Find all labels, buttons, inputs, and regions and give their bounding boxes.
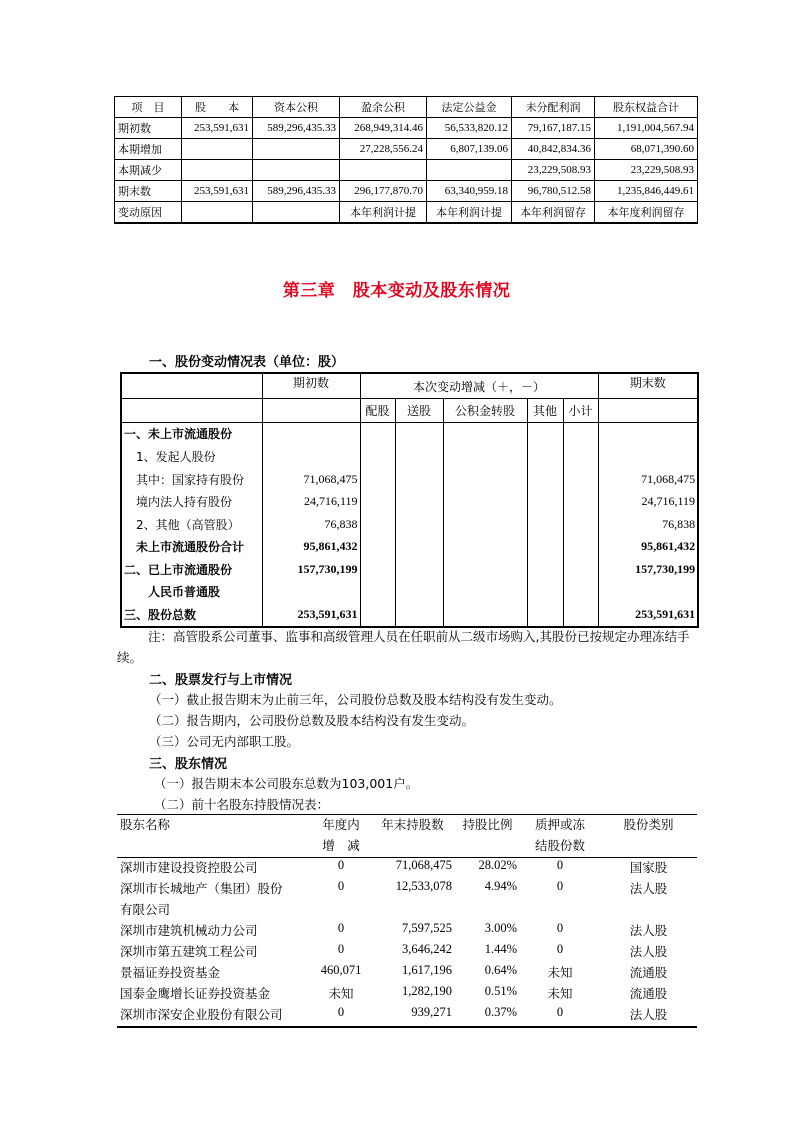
- share-note: 注：高管股系公司董事、监事和高级管理人员在任职前从二级市场购入,其股份已按规定办理冻结手续。: [117, 629, 690, 665]
- share-row-begin: [262, 581, 360, 604]
- share-row-change-cell: [563, 513, 598, 536]
- share-row-change-cell: [563, 422, 598, 445]
- section2-title: 二、股票发行与上市情况: [149, 673, 293, 688]
- shareholder-change: 0: [337, 942, 345, 956]
- shareholder-name: 国泰金鹰增长证券投资基金: [120, 986, 271, 1001]
- share-row-change-cell: [527, 603, 563, 627]
- equity-cell: [427, 160, 512, 181]
- equity-cell: 68,071,390.60: [595, 139, 698, 160]
- share-row-change-cell: [443, 445, 527, 468]
- shareholder-type: 法人股: [600, 1005, 697, 1027]
- equity-cell: [253, 160, 340, 181]
- subheader-rights-issue: 配股: [360, 399, 395, 422]
- share-row-change-cell: [563, 468, 598, 491]
- subheader-reserve-conversion: 公积金转股: [443, 399, 527, 422]
- share-row-change-cell: [395, 468, 443, 491]
- equity-cell: 1,235,846,449.61: [595, 181, 698, 202]
- shareholder-empty: [370, 900, 455, 921]
- equity-cell: 本年利润留存: [512, 202, 595, 224]
- shareholder-holding: 71,068,475: [395, 858, 452, 872]
- share-row-end: 71,068,475: [598, 468, 698, 491]
- shareholder-row: [117, 942, 697, 963]
- shareholder-row: [117, 1005, 697, 1027]
- header-blank-2: [121, 399, 262, 422]
- section3-title: 三、股东情况: [149, 757, 228, 772]
- share-row-change-cell: [527, 422, 563, 445]
- share-row-begin: 253,591,631: [262, 603, 360, 627]
- equity-cell: 6,807,139.06: [427, 139, 512, 160]
- shareholder-ratio: 0.51%: [484, 984, 517, 998]
- share-row-change-cell: [563, 581, 598, 604]
- shareholder-ratio: 3.00%: [484, 921, 517, 935]
- col-change-line2: 增 减: [312, 836, 370, 858]
- shareholder-row-cont: [117, 900, 697, 921]
- share-row-change-cell: [527, 558, 563, 581]
- header-blank: [121, 373, 262, 399]
- col-name: 股东名称: [117, 815, 312, 837]
- chapter-title: 第三章 股本变动及股东情况: [282, 281, 511, 301]
- share-row-change-cell: [527, 490, 563, 513]
- section3-item-1: （一）报告期末本公司股东总数为103,001户。: [154, 776, 419, 791]
- share-row-end: [598, 445, 698, 468]
- shareholder-pledge: 0: [520, 1005, 600, 1027]
- share-row-change-cell: [360, 558, 395, 581]
- share-row-begin: [262, 422, 360, 445]
- share-row-change-cell: [360, 513, 395, 536]
- equity-cell: 63,340,959.18: [427, 181, 512, 202]
- equity-cell: 本年利润计提: [427, 202, 512, 224]
- equity-cell: [182, 139, 253, 160]
- share-row: [121, 513, 698, 536]
- shareholder-change: 460,071: [320, 963, 362, 977]
- share-row-change-cell: [527, 513, 563, 536]
- share-row: [121, 558, 698, 581]
- share-row: [121, 490, 698, 513]
- col-change: 年度内: [312, 815, 370, 837]
- shareholder-change: 0: [337, 858, 345, 872]
- shareholder-empty: [600, 900, 697, 921]
- shareholder-type: 流通股: [629, 965, 668, 980]
- equity-cell: [182, 202, 253, 224]
- equity-cell: 期初数: [115, 118, 182, 139]
- equity-cell: 变动原因: [115, 202, 182, 224]
- share-row-change-cell: [563, 603, 598, 627]
- section2-item-1: （一）截止报告期末为止前三年，公司股份总数及股本结构没有发生变动。: [149, 692, 562, 707]
- equity-cell: 40,842,834.36: [512, 139, 595, 160]
- share-row-label: 境内法人持有股份: [121, 490, 262, 513]
- share-change-table: [120, 372, 699, 628]
- share-row-begin: 24,716,119: [262, 490, 360, 513]
- share-row-change-cell: [395, 422, 443, 445]
- section2-item-3: （三）公司无内部职工股。: [149, 734, 300, 749]
- header-begin: 期初数: [262, 373, 360, 399]
- shareholder-pledge: 0: [556, 942, 564, 956]
- share-row: [121, 603, 698, 627]
- shareholder-name: 深圳市深安企业股份有限公司: [117, 1005, 312, 1027]
- equity-header-cell: 股东权益合计: [595, 97, 698, 118]
- shareholder-empty: [455, 900, 520, 921]
- share-row-change-cell: [443, 535, 527, 558]
- share-row-label: 二、已上市流通股份: [121, 558, 262, 581]
- shareholder-change: 0: [337, 921, 345, 935]
- share-row-begin: 95,861,432: [262, 535, 360, 558]
- share-row-change-cell: [443, 468, 527, 491]
- share-row-change-cell: [360, 468, 395, 491]
- share-row-change-cell: [443, 513, 527, 536]
- shareholder-holding: 12,533,078: [395, 879, 452, 893]
- share-row-end: 95,861,432: [598, 535, 698, 558]
- equity-cell: 本期增加: [115, 139, 182, 160]
- shareholder-ratio: 0.37%: [455, 1005, 520, 1027]
- share-row-end: 76,838: [598, 513, 698, 536]
- equity-cell: [182, 160, 253, 181]
- share-row-end: [598, 581, 698, 604]
- share-row-change-cell: [443, 490, 527, 513]
- share-row-change-cell: [563, 490, 598, 513]
- shareholder-type: 法人股: [629, 944, 668, 959]
- col-pledge-line2: 结股份数: [520, 836, 600, 858]
- share-row-change-cell: [443, 581, 527, 604]
- shareholder-name: 深圳市第五建筑工程公司: [120, 944, 258, 959]
- equity-cell: 27,228,556.24: [340, 139, 427, 160]
- equity-header-cell: 法定公益金: [427, 97, 512, 118]
- col-pledge: 质押或冻: [520, 815, 600, 837]
- share-row-change-cell: [563, 445, 598, 468]
- shareholder-holding: 7,597,525: [402, 921, 452, 935]
- share-row-change-cell: [563, 535, 598, 558]
- equity-header-cell: 项 目: [115, 97, 182, 118]
- shareholder-ratio: 1.44%: [484, 942, 517, 956]
- share-row-end: 157,730,199: [598, 558, 698, 581]
- equity-cell: 本年度利润留存: [595, 202, 698, 224]
- share-row-label: 其中：国家持有股份: [121, 468, 262, 491]
- header-end: 期末数: [598, 373, 698, 399]
- share-row: [121, 581, 698, 604]
- equity-header-row: [115, 97, 698, 118]
- shareholder-ratio: 28.02%: [478, 858, 517, 872]
- shareholder-row: [117, 921, 697, 942]
- share-row-change-cell: [395, 558, 443, 581]
- share-row-change-cell: [527, 445, 563, 468]
- equity-row: [115, 118, 698, 139]
- equity-header-cell: 未分配利润: [512, 97, 595, 118]
- section2-item-2: （二）报告期内，公司股份总数及股本结构没有发生变动。: [149, 713, 475, 728]
- shareholder-ratio: 4.94%: [484, 879, 517, 893]
- share-row-change-cell: [360, 535, 395, 558]
- col-holding: 年末持股数: [370, 815, 455, 837]
- col-type: 股份类别: [600, 815, 697, 837]
- equity-cell: 296,177,870.70: [340, 181, 427, 202]
- shareholder-row: [117, 858, 697, 880]
- equity-cell: 23,229,508.93: [595, 160, 698, 181]
- shareholder-holding: 1,282,190: [402, 984, 452, 998]
- header-change: 本次变动增减（＋，－）: [360, 373, 598, 399]
- equity-cell: 589,296,435.33: [253, 181, 340, 202]
- equity-cell: 79,167,187.15: [512, 118, 595, 139]
- equity-cell: 589,296,435.33: [253, 118, 340, 139]
- equity-cell: 268,949,314.46: [340, 118, 427, 139]
- shareholder-change: 0: [312, 1005, 370, 1027]
- equity-cell: 253,591,631: [182, 181, 253, 202]
- shareholder-pledge: 0: [556, 858, 564, 872]
- equity-cell: [253, 139, 340, 160]
- section1-title: 一、股份变动情况表（单位：股）: [149, 355, 345, 370]
- equity-header-cell: 盈余公积: [340, 97, 427, 118]
- shareholder-row: [117, 963, 697, 984]
- equity-cell: 1,191,004,567.94: [595, 118, 698, 139]
- share-row-change-cell: [395, 490, 443, 513]
- equity-cell: [340, 160, 427, 181]
- equity-cell: [253, 202, 340, 224]
- equity-change-table: [114, 96, 698, 224]
- share-row-change-cell: [395, 535, 443, 558]
- share-row-label: 三、股份总数: [121, 603, 262, 627]
- share-row-change-cell: [395, 603, 443, 627]
- shareholder-name-cont: 有限公司: [120, 902, 171, 917]
- share-row-label: 1、发起人股份: [121, 445, 262, 468]
- share-row-begin: [262, 445, 360, 468]
- shareholder-holding: 1,617,196: [402, 963, 452, 977]
- shareholder-type: 法人股: [629, 881, 668, 896]
- equity-cell: 本年利润计提: [340, 202, 427, 224]
- share-row-label: 未上市流通股份合计: [121, 535, 262, 558]
- equity-cell: 96,780,512.58: [512, 181, 595, 202]
- subheader-bonus-shares: 送股: [395, 399, 443, 422]
- share-row-change-cell: [443, 603, 527, 627]
- shareholder-ratio: 0.64%: [484, 963, 517, 977]
- shareholder-empty: [312, 900, 370, 921]
- share-row: [121, 422, 698, 445]
- equity-row: [115, 139, 698, 160]
- shareholder-holding: 3,646,242: [402, 942, 452, 956]
- header-blank-4: [598, 399, 698, 422]
- shareholder-name: 深圳市长城地产（集团）股份: [120, 881, 283, 896]
- subheader-subtotal: 小计: [563, 399, 598, 422]
- share-row-change-cell: [360, 490, 395, 513]
- share-row-change-cell: [395, 581, 443, 604]
- shareholder-pledge: 0: [556, 879, 564, 893]
- shareholder-pledge: 未知: [547, 966, 573, 980]
- shareholder-pledge: 0: [556, 921, 564, 935]
- equity-cell: 23,229,508.93: [512, 160, 595, 181]
- share-row-end: [598, 422, 698, 445]
- shareholder-type: 流通股: [629, 986, 668, 1001]
- equity-row: [115, 202, 698, 224]
- equity-cell: 期末数: [115, 181, 182, 202]
- equity-row: [115, 160, 698, 181]
- shareholder-type: 法人股: [629, 923, 668, 938]
- subheader-other: 其他: [527, 399, 563, 422]
- equity-row: [115, 181, 698, 202]
- share-row-change-cell: [360, 581, 395, 604]
- share-row-change-cell: [443, 558, 527, 581]
- equity-cell: 本期减少: [115, 160, 182, 181]
- share-row: [121, 468, 698, 491]
- col-holding-cont: [370, 836, 455, 858]
- share-row-change-cell: [395, 445, 443, 468]
- shareholder-name: 景福证券投资基金: [120, 965, 221, 980]
- share-row-begin: 71,068,475: [262, 468, 360, 491]
- share-row-change-cell: [360, 422, 395, 445]
- col-type-cont: [600, 836, 697, 858]
- shareholder-row: [117, 879, 697, 900]
- shareholder-row: [117, 984, 697, 1005]
- share-row-change-cell: [527, 468, 563, 491]
- header-blank-3: [262, 399, 360, 422]
- share-row-label: 一、未上市流通股份: [121, 422, 262, 445]
- share-row-change-cell: [395, 513, 443, 536]
- col-ratio-cont: [455, 836, 520, 858]
- section3-item-2: （二）前十名股东持股情况表：: [154, 797, 330, 812]
- share-row-change-cell: [563, 558, 598, 581]
- share-row-end: 253,591,631: [598, 603, 698, 627]
- share-row: [121, 535, 698, 558]
- shareholder-name: 深圳市建筑机械动力公司: [120, 923, 258, 938]
- equity-header-cell: 股 本: [182, 97, 253, 118]
- share-row-change-cell: [443, 422, 527, 445]
- share-row-end: 24,716,119: [598, 490, 698, 513]
- equity-cell: 253,591,631: [182, 118, 253, 139]
- col-ratio: 持股比例: [455, 815, 520, 837]
- equity-cell: 56,533,820.12: [427, 118, 512, 139]
- share-row-change-cell: [360, 603, 395, 627]
- share-row-change-cell: [527, 535, 563, 558]
- share-row-label: 2、其他（高管股）: [121, 513, 262, 536]
- shareholder-change: 0: [337, 879, 345, 893]
- share-row-begin: 157,730,199: [262, 558, 360, 581]
- col-name-cont: [117, 836, 312, 858]
- equity-header-cell: 资本公积: [253, 97, 340, 118]
- shareholder-pledge: 未知: [547, 987, 573, 1001]
- top-shareholders-table: [117, 814, 697, 1028]
- share-row: [121, 445, 698, 468]
- shareholder-holding: 939,271: [370, 1005, 455, 1027]
- share-row-change-cell: [527, 581, 563, 604]
- share-row-begin: 76,838: [262, 513, 360, 536]
- shareholder-type: 国家股: [629, 860, 668, 875]
- shareholder-empty: [520, 900, 600, 921]
- shareholder-name: 深圳市建设投资控股公司: [120, 860, 258, 875]
- share-row-label: 人民币普通股: [121, 581, 262, 604]
- share-row-change-cell: [360, 445, 395, 468]
- shareholder-change: 未知: [328, 987, 354, 1001]
